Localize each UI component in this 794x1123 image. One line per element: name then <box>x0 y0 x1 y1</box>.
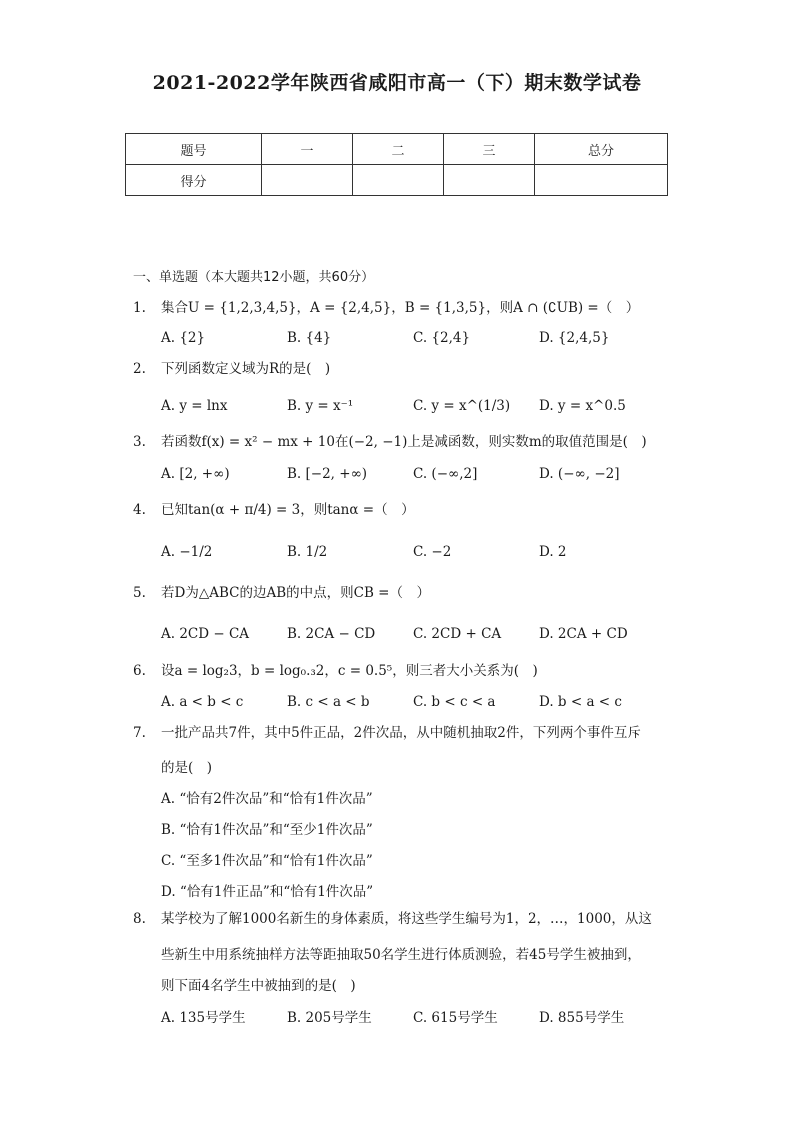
option-a[interactable]: A. 135号学生 <box>161 1010 246 1026</box>
option-b[interactable]: B. “恰有1件次品”和“至少1件次品” <box>161 822 373 838</box>
question-1 <box>133 293 673 324</box>
option-c[interactable]: C. {2,4} <box>413 330 471 346</box>
question-5-options <box>161 626 681 646</box>
question-number: 5. <box>133 585 146 601</box>
option-a[interactable]: A. “恰有2件次品”和“恰有1件次品” <box>161 791 373 807</box>
table-row <box>126 134 668 165</box>
table-cell: 二 <box>353 134 444 165</box>
page-title: 2021-2022学年陕西省咸阳市高一（下）期末数学试卷 <box>152 72 642 94</box>
question-stem-continued: 些新生中用系统抽样方法等距抽取50名学生进行体质测验，若45号学生被抽到， <box>161 947 641 963</box>
question-6-options <box>161 694 681 714</box>
option-b[interactable]: B. {4} <box>287 330 332 346</box>
question-3 <box>133 427 673 458</box>
option-c[interactable]: C. (−∞,2] <box>413 466 478 482</box>
question-1-options <box>161 330 681 350</box>
question-number: 7. <box>133 725 146 741</box>
option-a[interactable]: A. {2} <box>161 330 206 346</box>
question-number: 3. <box>133 434 146 450</box>
question-2 <box>133 354 673 385</box>
question-number: 8. <box>133 911 146 927</box>
option-c[interactable]: C. 2CD + CA <box>413 626 502 642</box>
question-7 <box>133 718 673 749</box>
question-number: 6. <box>133 663 146 679</box>
section-heading: 一、单选题（本大题共12小题，共60分） <box>133 270 375 285</box>
question-4-options <box>161 544 681 564</box>
option-d[interactable]: D. b < a < c <box>539 694 622 710</box>
question-4 <box>133 495 673 526</box>
question-6 <box>133 656 673 687</box>
question-stem: 集合U = {1,2,3,4,5}，A = {2,4,5}，B = {1,3,5}，则A ∩ (∁UB) =（ ） <box>161 300 640 316</box>
question-8 <box>133 904 673 935</box>
table-cell: 题号 <box>126 134 262 165</box>
table-row <box>126 165 668 196</box>
option-c[interactable]: C. 615号学生 <box>413 1010 498 1026</box>
option-c[interactable]: C. “至多1件次品”和“恰有1件次品” <box>161 853 373 869</box>
table-cell: 一 <box>262 134 353 165</box>
option-a[interactable]: A. 2CD − CA <box>161 626 250 642</box>
table-cell: 三 <box>444 134 535 165</box>
option-b[interactable]: B. 1/2 <box>287 544 328 560</box>
question-number: 1. <box>133 300 146 316</box>
question-5 <box>133 578 673 609</box>
question-number: 2. <box>133 361 146 377</box>
question-3-options <box>161 466 681 486</box>
question-stem-continued: 的是( ) <box>161 760 213 776</box>
option-a[interactable]: A. a < b < c <box>161 694 244 710</box>
question-stem: 某学校为了解1000名新生的身体素质，将这些学生编号为1，2，…，1000，从这 <box>161 911 652 927</box>
option-d[interactable]: D. (−∞, −2] <box>539 466 620 482</box>
question-stem: 设a = log₂3，b = log₀.₃2，c = 0.5⁵，则三者大小关系为( ) <box>161 663 538 679</box>
option-b[interactable]: B. [−2, +∞) <box>287 466 368 482</box>
option-b[interactable]: B. y = x⁻¹ <box>287 398 354 414</box>
option-c[interactable]: C. b < c < a <box>413 694 496 710</box>
question-number: 4. <box>133 502 146 518</box>
option-d[interactable]: D. {2,4,5} <box>539 330 610 346</box>
question-2-options <box>161 398 681 418</box>
option-d[interactable]: D. 2CA + CD <box>539 626 628 642</box>
option-b[interactable]: B. 2CA − CD <box>287 626 376 642</box>
option-b[interactable]: B. 205号学生 <box>287 1010 372 1026</box>
table-cell: 总分 <box>535 134 668 165</box>
option-d[interactable]: D. 2 <box>539 544 567 560</box>
score-input-cell[interactable] <box>353 165 444 196</box>
option-d[interactable]: D. 855号学生 <box>539 1010 625 1026</box>
option-a[interactable]: A. −1/2 <box>161 544 213 560</box>
option-d[interactable]: D. y = x^0.5 <box>539 398 626 414</box>
question-8-options <box>161 1006 681 1026</box>
question-stem: 若函数f(x) = x² − mx + 10在(−2, −1)上是减函数，则实数m的取值范围是( ) <box>161 434 647 450</box>
question-stem: 已知tan(α + π/4) = 3，则tanα =（ ） <box>161 502 415 518</box>
option-a[interactable]: A. y = lnx <box>161 398 228 414</box>
option-d[interactable]: D. “恰有1件正品”和“恰有1件次品” <box>161 884 374 900</box>
score-input-cell[interactable] <box>444 165 535 196</box>
option-c[interactable]: C. −2 <box>413 544 452 560</box>
option-c[interactable]: C. y = x^(1/3) <box>413 398 511 414</box>
score-input-cell[interactable] <box>262 165 353 196</box>
question-stem: 若D为△ABC的边AB的中点，则CB =（ ） <box>161 585 430 601</box>
option-b[interactable]: B. c < a < b <box>287 694 370 710</box>
table-cell: 得分 <box>126 165 262 196</box>
question-stem: 一批产品共7件，其中5件正品，2件次品，从中随机抽取2件，下列两个事件互斥 <box>161 725 641 741</box>
score-table <box>125 133 668 196</box>
option-a[interactable]: A. [2, +∞) <box>161 466 230 482</box>
score-input-cell[interactable] <box>535 165 668 196</box>
question-stem-continued: 则下面4名学生中被抽到的是( ) <box>161 978 356 994</box>
question-stem: 下列函数定义域为R的是( ) <box>161 361 331 377</box>
